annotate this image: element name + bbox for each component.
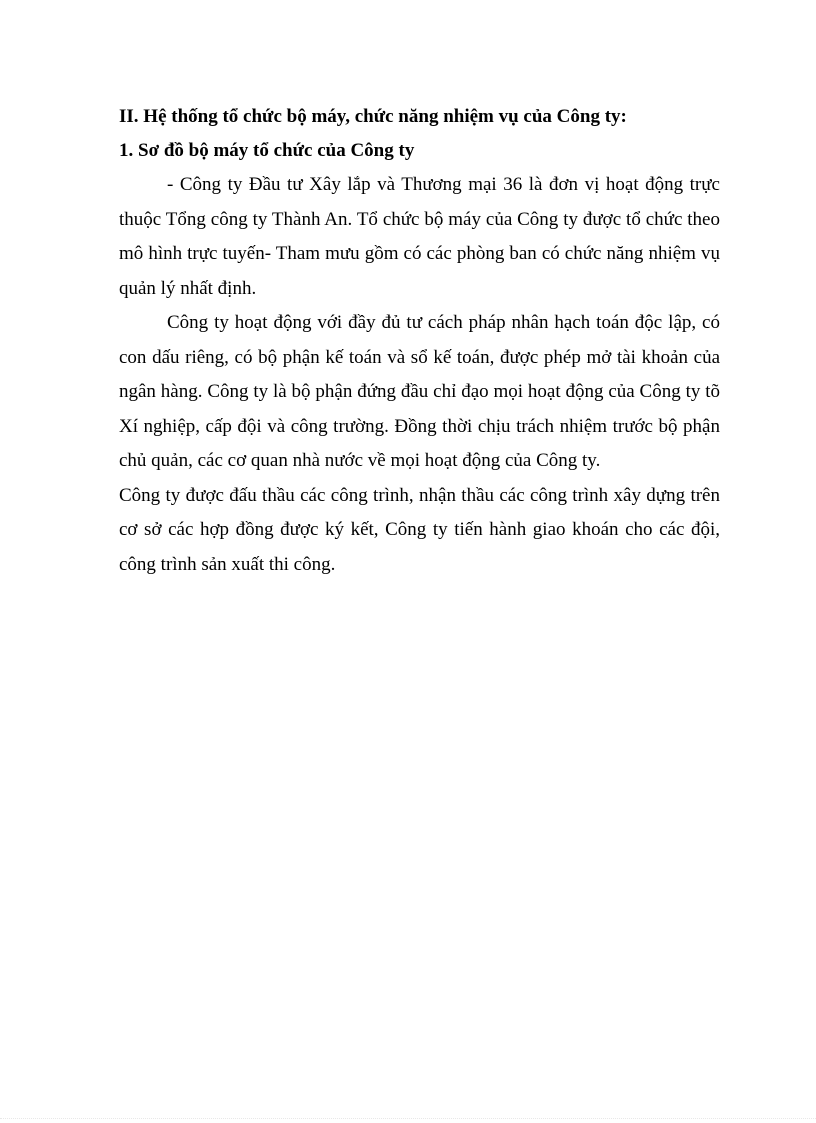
page-bottom-divider [0,1118,816,1119]
paragraph-company-overview: - Công ty Đầu tư Xây lắp và Thương mại 36 là đơn vị hoạt động trực thuộc Tổng công ty Thành An. Tổ chức bộ máy của Công ty được tổ chức theo mô hình trực tuyến- Tham mưu gồm có các phòng ban có chức năng nhiệm vụ quản lý nhất định. [119,174,720,299]
section-heading: II. Hệ thống tổ chức bộ máy, chức năng nhiệm vụ của Công ty: [119,106,627,127]
paragraph-legal-status: Công ty hoạt động với đầy đủ tư cách pháp nhân hạch toán độc lập, có con dấu riêng, có bộ phận kế toán và sổ kế toán, được phép mở tài khoản của ngân hàng. Công ty là bộ phận đứng đầu chỉ đạo mọi hoạt động của Công ty tõ Xí nghiệp, cấp đội và công trường. Đồng thời chịu trách nhiệm trước bộ phận chủ quản, các cơ quan nhà nước về mọi hoạt động của Công ty. [119,312,720,471]
paragraph-contracting: Công ty được đấu thầu các công trình, nhận thầu các công trình xây dựng trên cơ sở các hợp đồng được ký kết, Công ty tiến hành giao khoán cho các đội, công trình sản xuất thi công. [119,484,720,575]
subsection-heading: 1. Sơ đồ bộ máy tổ chức của Công ty [119,140,415,161]
document-body [119,100,720,582]
